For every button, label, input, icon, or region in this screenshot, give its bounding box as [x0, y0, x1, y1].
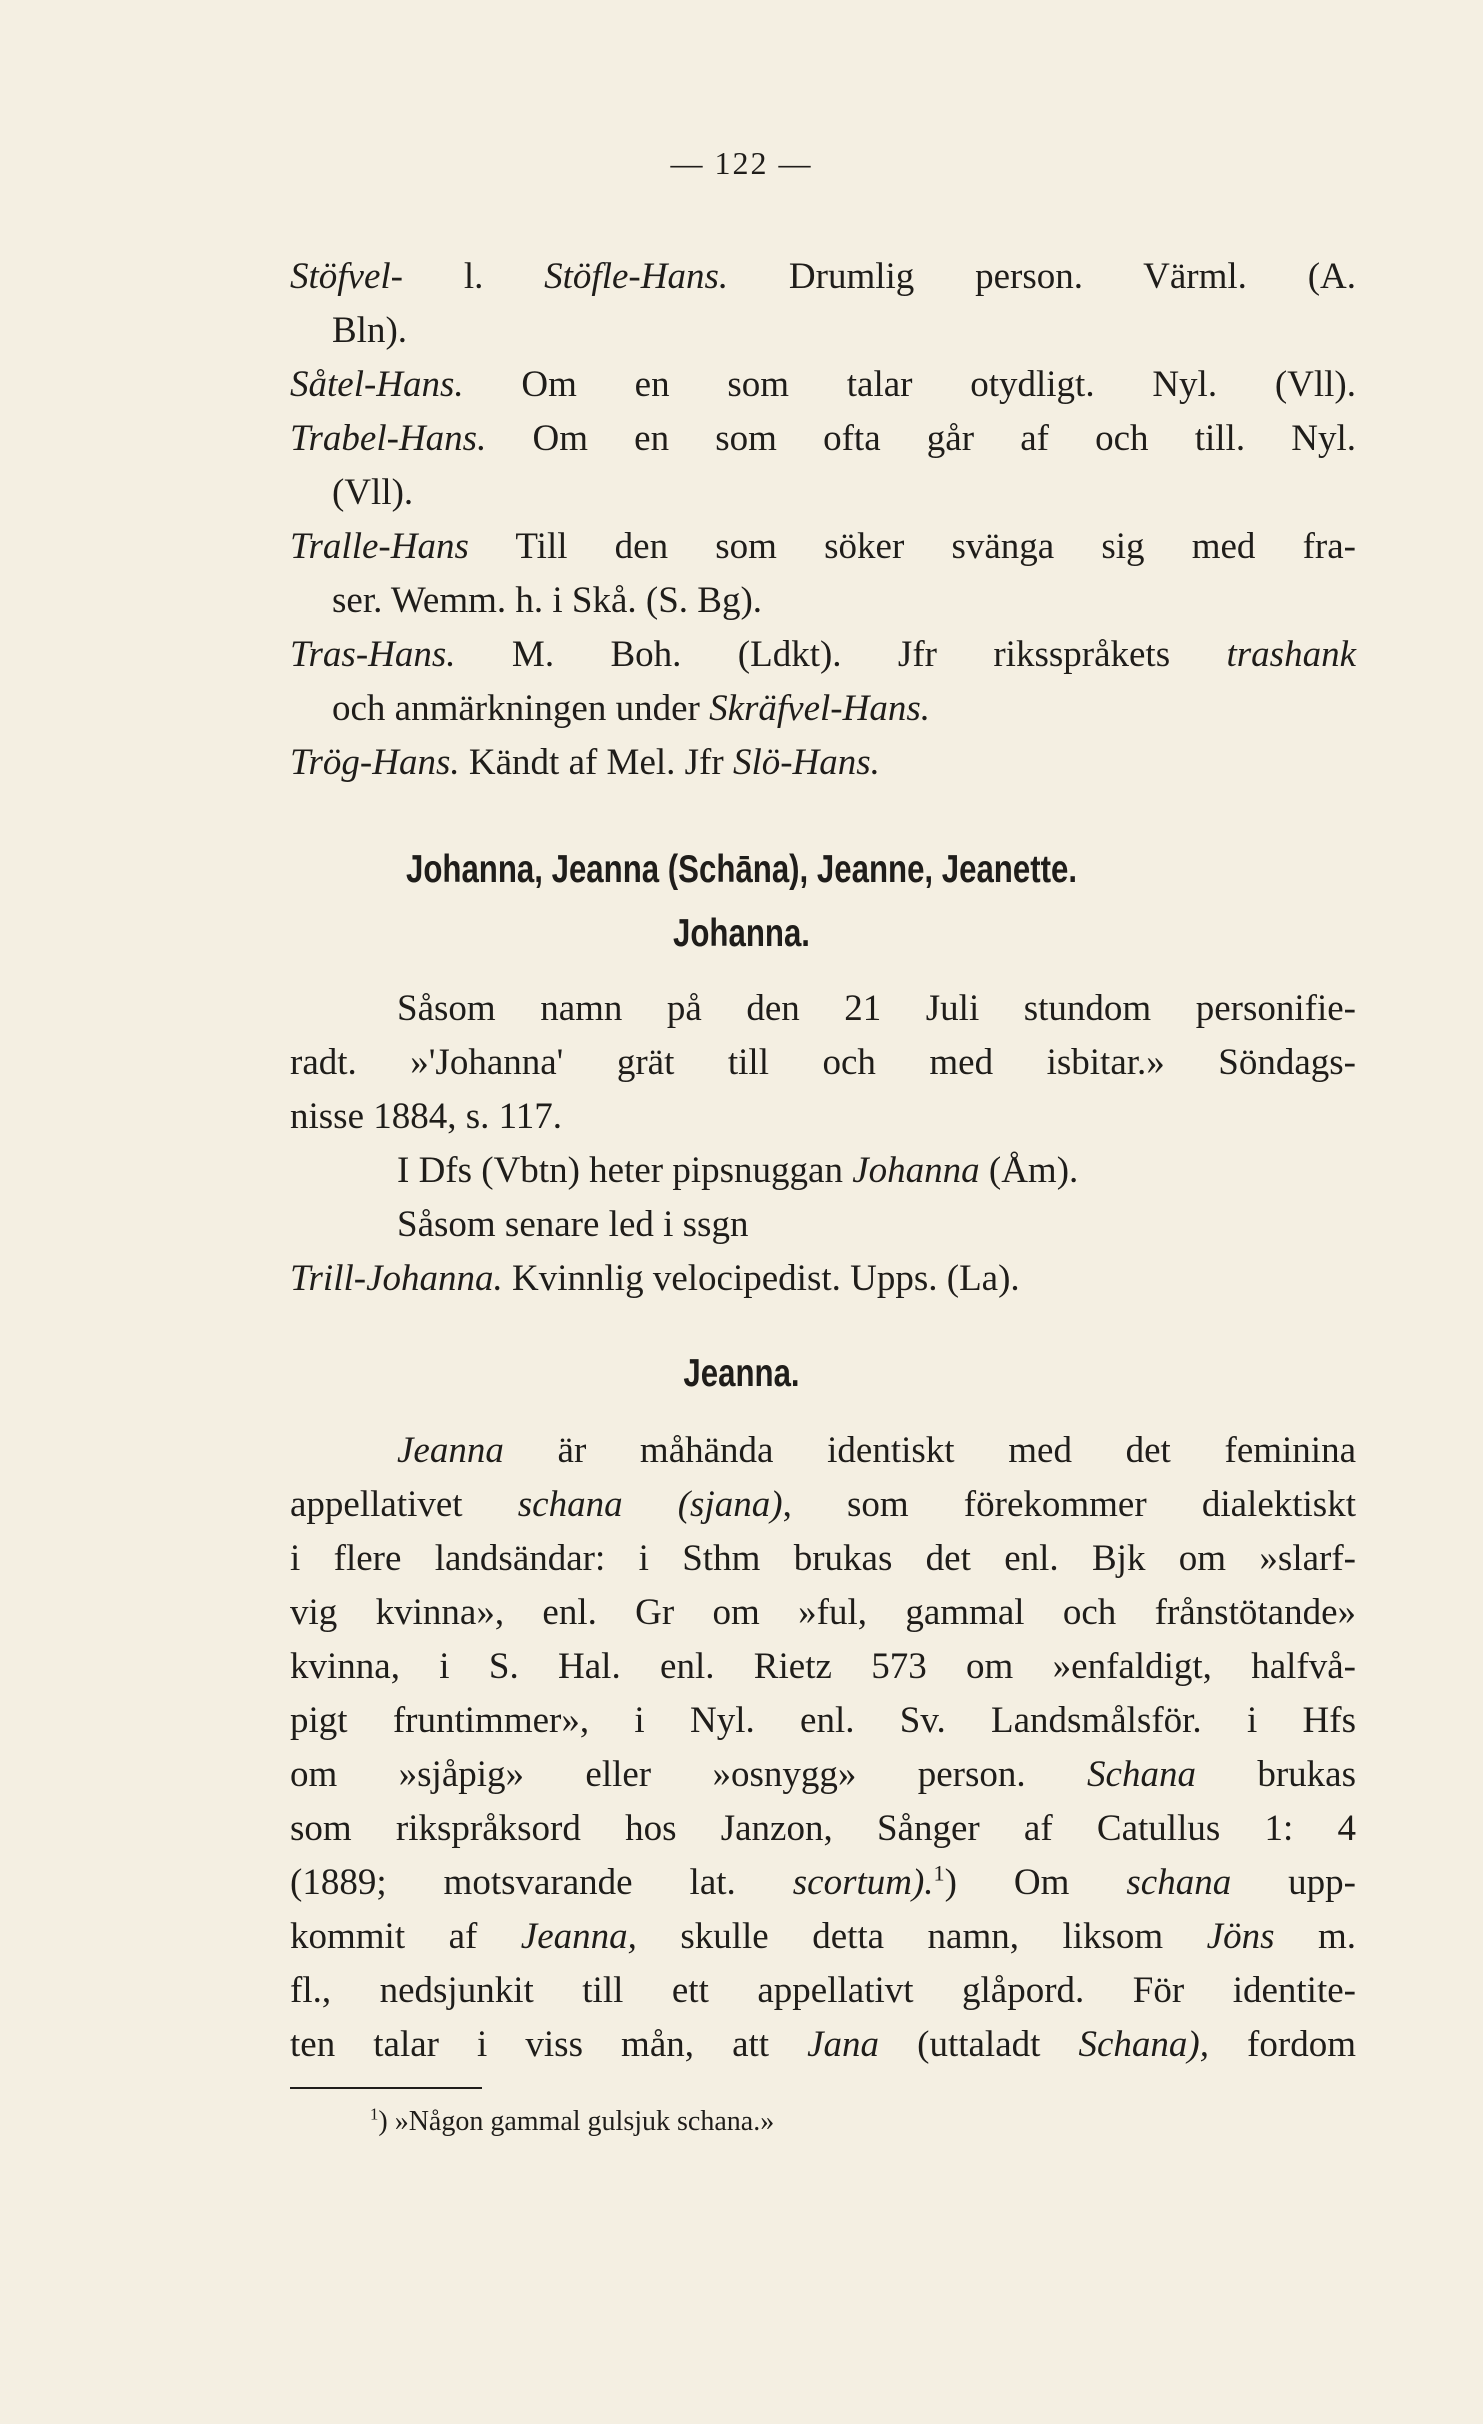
- johanna-line-1: Såsom namn på den 21 Juli stundom personifie-: [397, 988, 1356, 1029]
- jeanna-line-10: kommit af Jeanna, skulle detta namn, liksom Jöns m.: [290, 1916, 1356, 1957]
- footnote-marker: 1: [370, 2104, 379, 2124]
- entry-satel: Såtel-Hans. Om en som talar otydligt. Nyl. (Vll).: [290, 364, 1356, 405]
- jeanna-line-11: fl., nedsjunkit till ett appellativt glåpord. För identite-: [290, 1970, 1356, 2011]
- jeanna-line-12: ten talar i viss mån, att Jana (uttaladt Schana), fordom: [290, 2024, 1356, 2065]
- page-number: — 122 —: [670, 145, 813, 181]
- subheading-jeanna: Jeanna.: [683, 1352, 800, 1395]
- jeanna-line-8: som rikspråksord hos Janzon, Sånger af Catullus 1: 4: [290, 1808, 1356, 1849]
- johanna-line-3: nisse 1884, s. 117.: [290, 1096, 563, 1137]
- johanna-line-2: radt. »'Johanna' grät till och med isbitar.» Söndags-: [290, 1042, 1356, 1083]
- entry-tralle-line-2: ser. Wemm. h. i Skå. (S. Bg).: [332, 580, 763, 621]
- entry-trabel-line-2: (Vll).: [332, 472, 414, 513]
- footnote: $^1$) »Någon gammal gulsjuk schana.»: [370, 2104, 775, 2137]
- entry-tras-line-1: Tras-Hans. M. Boh. (Ldkt). Jfr riksspråkets trashank: [290, 634, 1356, 675]
- johanna-line-5: Såsom senare led i ssgn: [397, 1204, 749, 1245]
- jeanna-line-5: kvinna, i S. Hal. enl. Rietz 573 om »enfaldigt, halfvå-: [290, 1646, 1356, 1687]
- jeanna-line-1: Jeanna är måhända identiskt med det feminina: [397, 1430, 1356, 1471]
- entry-trabel-line-1: Trabel-Hans. Om en som ofta går af och till. Nyl.: [290, 418, 1356, 459]
- jeanna-line-9: (1889; motsvarande lat. scortum).$^1$) Om schana upp-: [290, 1860, 1356, 1903]
- entry-stofvel-line-1: Stöfvel- l. Stöfle-Hans. Drumlig person. Värml. (A.: [290, 256, 1356, 297]
- jeanna-line-2: appellativet schana (sjana), som förekommer dialektiskt: [290, 1484, 1356, 1525]
- jeanna-line-7: om »sjåpig» eller »osnygg» person. Schana brukas: [290, 1754, 1356, 1795]
- footnote-reference: 1: [933, 1860, 945, 1886]
- jeanna-line-3: i flere landsändar: i Sthm brukas det enl. Bjk om »slarf-: [290, 1538, 1356, 1579]
- entry-tralle-line-1: Tralle-Hans Till den som söker svänga sig med fra-: [290, 526, 1356, 567]
- johanna-line-4: I Dfs (Vbtn) heter pipsnuggan Johanna (Åm).: [397, 1150, 1079, 1191]
- jeanna-line-6: pigt fruntimmer», i Nyl. enl. Sv. Landsmålsför. i Hfs: [290, 1700, 1356, 1741]
- entry-trog: Trög-Hans. Kändt af Mel. Jfr Slö-Hans.: [290, 742, 880, 783]
- entry-stofvel-line-2: Bln).: [332, 310, 408, 351]
- footnote-divider: [290, 2087, 482, 2089]
- subheading-johanna: Johanna.: [673, 912, 810, 955]
- jeanna-line-4: vig kvinna», enl. Gr om »ful, gammal och frånstötande»: [290, 1592, 1356, 1633]
- section-heading: Johanna, Jeanna (Schāna), Jeanne, Jeanette.: [405, 848, 1078, 891]
- johanna-line-6: Trill-Johanna. Kvinnlig velocipedist. Upps. (La).: [290, 1258, 1020, 1299]
- entry-tras-line-2: och anmärkningen under Skräfvel-Hans.: [332, 688, 930, 729]
